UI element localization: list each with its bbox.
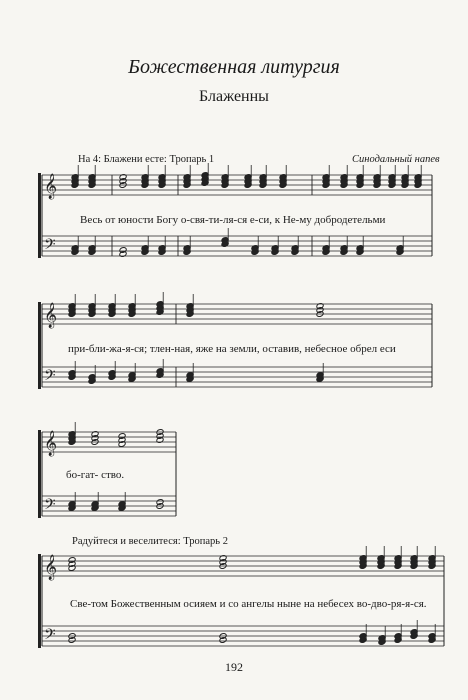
bass-clef: 𝄢	[44, 626, 56, 647]
bass-clef: 𝄢	[44, 496, 56, 517]
section1-chant-name: Синодальный напев	[352, 154, 440, 165]
system-bracket	[38, 302, 41, 389]
lyrics-line-3: бо-гат- ство.	[66, 469, 125, 481]
lyrics-line-2: при-бли-жа-я-ся; тлен-ная, яже на земли, оставив, небесное обрел еси	[68, 343, 396, 355]
treble-clef: 𝄞	[44, 174, 58, 199]
page-number: 192	[225, 660, 243, 674]
treble-clef: 𝄞	[44, 431, 58, 456]
bass-clef: 𝄢	[44, 236, 56, 257]
system-bracket	[38, 173, 41, 258]
section2-header: Радуйтеся и веселитеся: Тропарь 2	[72, 536, 228, 547]
system-bracket	[38, 430, 41, 518]
treble-clef: 𝄞	[44, 555, 58, 580]
page-subtitle: Блаженны	[199, 88, 269, 105]
section1-header: На 4: Блажени есте: Тропарь 1	[78, 154, 215, 165]
lyrics-line-4: Све-том Божественным осияем и со ангелы ныне на небесех во-дво-ря-я-ся.	[70, 598, 427, 610]
lyrics-line-1: Весь от юности Богу о-свя-ти-ля-ся е-си, к Не-му добродетельми	[80, 214, 386, 226]
treble-clef: 𝄞	[44, 303, 58, 328]
bass-clef: 𝄢	[44, 367, 56, 388]
page-title: Божественная литургия	[128, 56, 340, 78]
system-bracket	[38, 554, 41, 648]
